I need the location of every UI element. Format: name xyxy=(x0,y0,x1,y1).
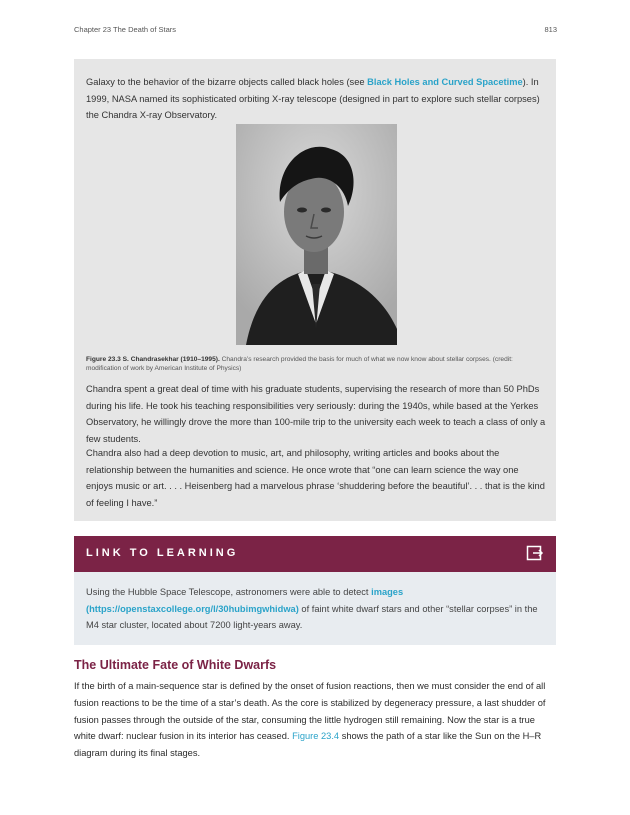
chapter-header: Chapter 23 The Death of Stars xyxy=(74,25,177,34)
link-to-learning-body xyxy=(74,572,556,645)
portrait-illustration xyxy=(236,124,397,345)
black-holes-link[interactable]: Black Holes and Curved Spacetime xyxy=(367,77,523,87)
feature-box xyxy=(74,59,556,521)
link-to-learning-text: Using the Hubble Space Telescope, astronomers were able to detect images (https://openstaxcollege.org/l/30hubimgwhidwa) of faint white dwarf stars and other “stellar corpses” in the M4 star cluster, located about 7200 light-years away. xyxy=(86,587,538,631)
feature-paragraph-1: Galaxy to the behavior of the bizarre objects called black holes (see Black Holes and Curved Spacetime). In 1999, NASA named its sophisticated orbiting X-ray telescope (designed in part to explore such stellar corpses) the Chandra X-ray Observatory. xyxy=(86,77,540,121)
feature-paragraph-2: Chandra spent a great deal of time with his graduate students, supervising the research of more than 50 PhDs during his life. He took his teaching responsibilities very seriously: during the 1940s, while based at the Yerkes Observatory, he willingly drove the more than 100-mile trip to the university each week to teach a class of only a few students. xyxy=(86,384,546,444)
external-link-icon xyxy=(526,544,544,562)
hubble-images-link[interactable]: images (https://openstaxcollege.org/l/30hubimgwhidwa) xyxy=(86,587,404,614)
figure-caption: Figure 23.3 S. Chandrasekhar (1910–1995). Chandra’s research provided the basis for much of what we now know about stellar corpses. (credit: modification of work by American Institute of Physics) xyxy=(86,356,513,372)
chandrasekhar-portrait xyxy=(236,124,397,345)
link-to-learning-title: LINK TO LEARNING xyxy=(86,547,239,559)
section-paragraph: If the birth of a main-sequence star is defined by the onset of fusion reactions, then we must consider the end of all fusion reactions to be the time of a star’s death. As the core is stabilized by degeneracy pressure, a last shudder of fusion passes through the outside of the star, consuming the little hydrogen still remaining. Now the star is a true white dwarf: nuclear fusion in its interior has ceased. Figure 23.4 shows the path of a star like the Sun on the H–R diagram during its final stages. xyxy=(74,681,546,759)
figure-23-4-link[interactable]: Figure 23.4 xyxy=(292,731,340,742)
section-title: The Ultimate Fate of White Dwarfs xyxy=(74,658,277,672)
link-to-learning-header xyxy=(74,536,556,572)
feature-paragraph-3: Chandra also had a deep devotion to music, art, and philosophy, writing articles and books about the relationship between the humanities and science. He once wrote that “one can learn science the way one enjoys music or art. . . . Heisenberg had a marvelous phrase ‘shuddering before the beautiful’. . . that is the kind of feeling I have.” xyxy=(86,448,545,508)
page-number: 813 xyxy=(544,25,557,34)
